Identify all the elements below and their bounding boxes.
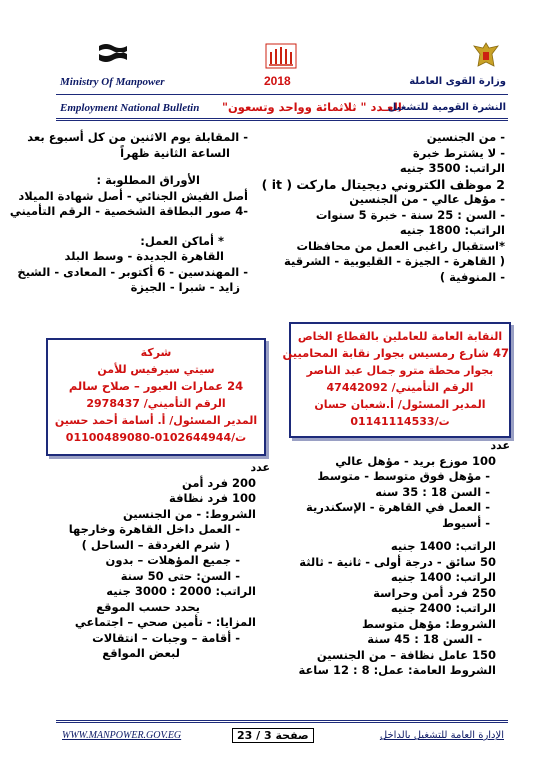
- bulletin-en: Employment National Bulletin: [60, 102, 200, 114]
- box-line: المدير المسئول/ أ.شعبان حسان: [314, 398, 486, 411]
- text-line: أصل الفيش الجنائي - أصل شهادة الميلاد: [18, 188, 248, 203]
- text-line: الراتب: 3500 جنيه: [399, 161, 505, 175]
- text-line: - السن 18 : 45 سنة: [367, 632, 482, 646]
- ministry-en: Ministry Of Manpower: [60, 76, 165, 88]
- text-line: عدد: [250, 461, 270, 474]
- eagle-emblem-icon: [472, 40, 500, 70]
- text-line: الشروط: مؤهل متوسط: [361, 616, 496, 631]
- box-line: بجوار محطة مترو جمال عبد الناصر: [306, 364, 494, 377]
- box-line: سيتي سيرفيس للأمن: [97, 363, 215, 376]
- text-line: - أسيوط: [442, 515, 490, 530]
- text-line: 2 موظف الكتروني ديجيتال ماركت ( it ): [261, 176, 505, 192]
- text-line: - المهندسين - 6 أكتوبر - المعادى - الشيخ: [17, 264, 248, 279]
- text-line: لبعض المواقع: [102, 646, 180, 660]
- text-line: - لا يشترط خبرة: [412, 145, 505, 160]
- text-line: الأوراق المطلوبة :: [96, 173, 200, 187]
- text-line: - السن 18 : 35 سنه: [375, 484, 490, 499]
- text-line: 50 سائق - درجة أولى - ثانية - ثالثة: [299, 554, 496, 569]
- bulletin-ar: النشرة القومية للتشغيل: [387, 102, 506, 113]
- text-line: - من الجنسين: [426, 130, 505, 144]
- text-line: عدد: [490, 439, 510, 452]
- issue-title: العـدد " ثلاثمائة وواحد وتسعون": [222, 100, 402, 114]
- text-line: -4 صور البطاقة الشخصية - الرقم التأميني: [9, 204, 248, 218]
- box-line: ت/01141114533: [350, 415, 450, 428]
- text-line: يحدد حسب الموقع: [96, 599, 200, 614]
- text-line: *استقبال راغبى العمل من محافظات: [296, 238, 505, 253]
- text-line: 100 فرد نظافة: [169, 491, 256, 505]
- header-divider: [56, 94, 508, 95]
- text-line: - المقابلة يوم الاثنين من كل أسبوع بعد: [27, 130, 248, 144]
- text-line: - مؤهل فوق متوسط - متوسط: [317, 469, 490, 483]
- left-column-lower: [40, 460, 270, 662]
- box-line: الرقم التأميني/ 47442092: [326, 381, 474, 394]
- flag-logo-icon: [97, 42, 129, 64]
- right-column-lower: [280, 438, 510, 679]
- union-contact-box: [282, 322, 511, 438]
- text-line: الراتب: 2400 جنيه: [390, 601, 496, 615]
- footer-url[interactable]: WWW.MANPOWER.GOV.EG: [62, 730, 182, 741]
- text-line: - السن : 25 سنة - خبرة 5 سنوات: [315, 207, 505, 222]
- text-line: - المنوفية ): [439, 269, 505, 284]
- page-number: صفحة 3 / 23: [232, 728, 314, 743]
- text-line: الراتب: 1400 جنيه: [390, 539, 496, 553]
- text-line: - العمل في القاهرة - الإسكندرية: [306, 500, 490, 514]
- text-line: * أماكن العمل:: [140, 233, 224, 248]
- header-bottom-divider: [56, 118, 508, 121]
- text-line: - جميع المؤهلات – بدون: [105, 553, 240, 567]
- box-line: النقابة العامة للعاملين بالقطاع الخاص: [297, 330, 503, 343]
- text-line: ( شرم الغردقة – الساحل ): [81, 537, 230, 552]
- right-column-upper: [262, 130, 505, 285]
- text-line: الشروط العامة: عمل: 8 : 12 ساعة: [298, 663, 496, 677]
- company-contact-box: [46, 338, 266, 456]
- bulletin-emblem-icon: [263, 42, 299, 70]
- footer-dept: الإدارة العامة للتشغيل بالداخل: [379, 730, 504, 741]
- box-line: الرقم التأميني/ 2978437: [86, 397, 226, 410]
- year: 2018: [264, 74, 291, 88]
- text-line: - السن: حتى 50 سنة: [120, 568, 240, 583]
- text-line: - مؤهل عالي - من الجنسين: [349, 192, 505, 206]
- text-line: المزايا: - تأمين صحي – اجتماعي: [74, 615, 256, 629]
- text-line: 100 موزع بريد - مؤهل عالي: [335, 453, 496, 468]
- text-line: - العمل داخل القاهرة وخارجها: [68, 522, 240, 536]
- box-line: المدير المسئول/ أ. أسامة أحمد حسين: [54, 414, 258, 427]
- text-line: الراتب: 1800 جنيه: [399, 223, 505, 237]
- footer-divider: [56, 720, 508, 723]
- text-line: الساعة الثانية ظهراً: [120, 145, 230, 160]
- text-line: زايد - شبرا - الجيزة: [130, 280, 240, 294]
- text-line: ( القاهرة - الجيزة - القليوبية - الشرقية: [284, 254, 505, 268]
- box-line: شركة: [140, 346, 172, 359]
- ministry-ar: وزارة القوى العاملة: [409, 76, 506, 87]
- text-line: الراتب: 2000 : 3000 جنيه: [106, 584, 256, 598]
- box-line: 24 عمارات العبور – صلاح سالم: [68, 379, 244, 393]
- text-line: الراتب: 1400 جنيه: [390, 570, 496, 584]
- box-line: ت/0102644944-01100489080: [65, 431, 247, 444]
- text-line: 200 فرد أمن: [181, 475, 256, 490]
- text-line: الشروط: - من الجنسين: [122, 506, 256, 521]
- text-line: - أقامة – وجبات – انتقالات: [92, 630, 240, 645]
- text-line: 250 فرد أمن وحراسة: [373, 585, 496, 600]
- text-line: 150 عامل نظافة – من الجنسين: [316, 647, 496, 662]
- left-column-upper: [9, 130, 248, 296]
- box-line: 47 شارع رمسيس بجوار نقابة المحاميين: [282, 346, 509, 360]
- text-line: القاهرة الجديدة - وسط البلد: [64, 249, 224, 263]
